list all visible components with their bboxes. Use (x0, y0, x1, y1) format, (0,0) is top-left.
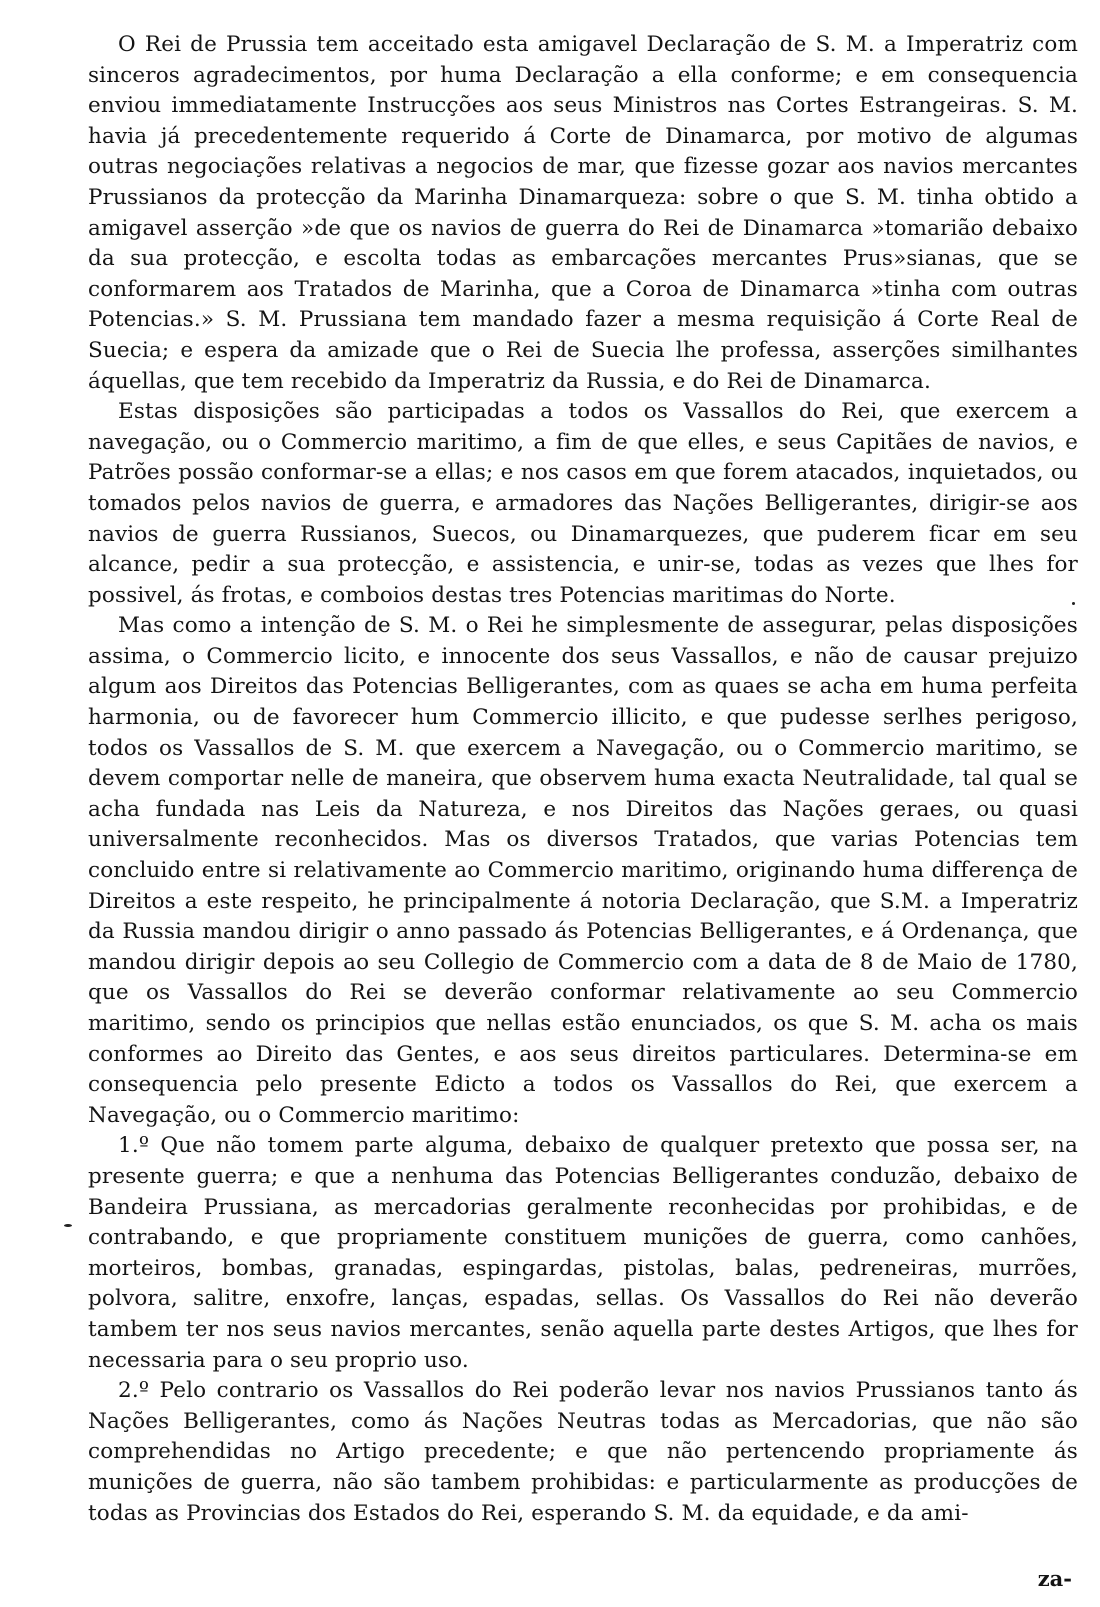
catchword: za- (1037, 1566, 1072, 1591)
print-speck (64, 1224, 72, 1227)
print-speck (1072, 602, 1075, 605)
paragraph-dispositions: Estas disposições são participadas a todos os Vassallos do Rei, que exercem a navegação, ou o Commercio maritimo, a fim de que elles, e seus Capitães de navios, e Patrões possão conformar-se a ellas; e nos casos em que forem atacados, inquietados, ou tomados pelos navios de guerra, e armadores das Nações Belligerantes, dirigir-se aos navios de guerra Russianos, Suecos, ou Dinamarquezes, que puderem ficar em seu alcance, pedir a sua protecção, e assistencia, e unir-se, todas as vezes que lhes for possivel, ás frotas, e comboios destas tres Potencias maritimas do Norte. (88, 399, 1078, 608)
article-2: 2.º Pelo contrario os Vassallos do Rei poderão levar nos navios Prussianos tanto ás Nações Belligerantes, como ás Nações Neutras todas as Mercadorias, que não são comprehendidas no Artigo precedente; e que não pertencendo propriamente ás munições de guerra, não são tambem prohibidas: e particularmente as producções de todas as Provincias dos Estados do Rei, esperando S. M. da equidade, e da ami- (88, 1378, 1078, 1526)
paragraph-intention: Mas como a intenção de S. M. o Rei he simplesmente de assegurar, pelas disposições assima, o Commercio licito, e innocente dos seus Vassallos, e não de causar prejuizo algum aos Direitos das Potencias Belligerantes, com as quaes se acha em huma perfeita harmonia, ou de favorecer hum Commercio illicito, e que pudesse serlhes perigoso, todos os Vassallos de S. M. que exercem a Navegação, ou o Commercio maritimo, se devem comportar nelle de maneira, que observem huma exacta Neutralidade, tal qual se acha fundada nas Leis da Natureza, e nos Direitos das Nações geraes, ou quasi universalmente reconhecidos. Mas os diversos Tratados, que varias Potencias tem concluido entre si relativamente ao Commercio maritimo, originando huma differença de Direitos a este respeito, he principalmente á notoria Declaração, que S.M. a Imperatriz da Russia mandou dirigir o anno passado ás Potencias Belligerantes, e á Ordenança, que mandou dirigir depois ao seu Collegio de Commercio com a data de 8 de Maio de 1780, que os Vassallos do Rei se deverão conformar relativamente ao seu Commercio maritimo, sendo os principios que nellas estão enunciados, os que S. M. acha os mais conformes ao Direito das Gentes, e aos seus direitos particulares. Determina-se em consequencia pelo presente Edicto a todos os Vassallos do Rei, que exercem a Navegação, ou o Commercio maritimo: (88, 613, 1078, 1128)
paragraph-declaration: O Rei de Prussia tem acceitado esta amigavel Declaração de S. M. a Imperatriz com sinceros agradecimentos, por huma Declaração a ella conforme; e em consequencia enviou immediatamente Instrucções aos seus Ministros nas Cortes Estrangeiras. S. M. havia já precedentemente requerido á Corte de Dinamarca, por motivo de algumas outras negociações relativas a negocios de mar, que fizesse gozar aos navios mercantes Prussianos da protecção da Marinha Dinamarqueza: sobre o que S. M. tinha obtido a amigavel asserção »de que os navios de guerra do Rei de Dinamarca »tomarião debaixo da sua protecção, e escolta todas as embarcações mercantes Prus»sianas, que se conformarem aos Tratados de Marinha, que a Coroa de Dinamarca »tinha com outras Potencias.» S. M. Prussiana tem mandado fazer a mesma requisição á Corte Real de Suecia; e espera da amizade que o Rei de Suecia lhe professa, asserções similhantes áquellas, que tem recebido da Imperatriz da Russia, e do Rei de Dinamarca. (88, 32, 1078, 394)
article-1: 1.º Que não tomem parte alguma, debaixo de qualquer pretexto que possa ser, na presente guerra; e que a nenhuma das Potencias Belligerantes conduzão, debaixo de Bandeira Prussiana, as mercadorias geralmente reconhecidas por prohibidas, e de contrabando, e que propriamente constituem munições de guerra, como canhões, morteiros, bombas, granadas, espingardas, pistolas, balas, pedreneiras, murrões, polvora, salitre, enxofre, lanças, espadas, sellas. Os Vassallos do Rei não deverão tambem ter nos seus navios mercantes, senão aquella parte destes Artigos, que lhes for necessaria para o seu proprio uso. (88, 1133, 1078, 1373)
document-body (88, 30, 1078, 1529)
